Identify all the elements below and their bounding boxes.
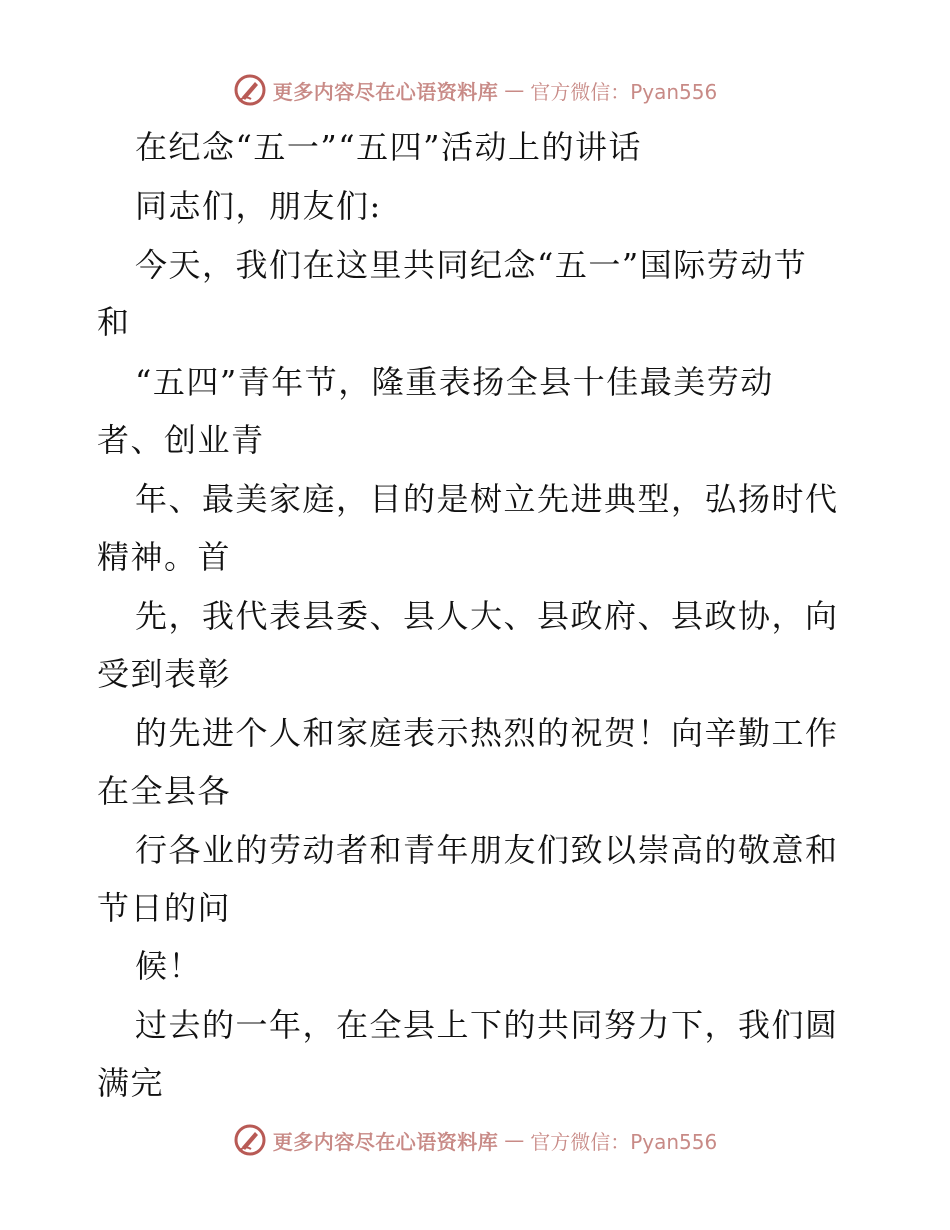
text-line-16: 满完 (97, 1064, 165, 1102)
text-line-15: 过去的一年，在全县上下的共同努力下，我们圆 (135, 1006, 839, 1044)
text-line-4: “五四”青年节，隆重表扬全县十佳最美劳动 (135, 363, 774, 401)
text-line-6: 年、最美家庭，目的是树立先进典型，弘扬时代 (135, 480, 839, 518)
watermark-wechat-text: 官方微信：Pyan556 (530, 79, 718, 104)
text-line-7: 精神。首 (97, 538, 232, 576)
text-line-2: 今天，我们在这里共同纪念“五一”国际劳动节 (135, 246, 808, 284)
text-line-3: 和 (97, 303, 131, 341)
logo-icon (233, 73, 267, 107)
footer-watermark (0, 1120, 950, 1160)
watermark-site-text: 更多内容尽在心语资料库 (272, 79, 499, 104)
watermark-separator: — (504, 1128, 525, 1152)
text-line-8: 先，我代表县委、县人大、县政府、县政协，向 (135, 597, 839, 635)
header-watermark (0, 70, 950, 110)
logo-icon (233, 1123, 267, 1157)
text-line-13: 节日的问 (97, 889, 232, 927)
text-line-5: 者、创业青 (97, 421, 265, 459)
watermark-site-text: 更多内容尽在心语资料库 (272, 1129, 499, 1154)
text-line-1: 同志们，朋友们: (135, 187, 382, 225)
watermark-wechat-text: 官方微信：Pyan556 (530, 1129, 718, 1154)
text-line-14: 候！ (135, 947, 203, 985)
watermark-separator: — (504, 78, 525, 102)
document-title: 在纪念“五一”“五四”活动上的讲话 (135, 128, 642, 166)
text-line-12: 行各业的劳动者和青年朋友们致以崇高的敬意和 (135, 831, 839, 869)
text-line-10: 的先进个人和家庭表示热烈的祝贺！向辛勤工作 (135, 714, 839, 752)
text-line-11: 在全县各 (97, 772, 232, 810)
text-line-9: 受到表彰 (97, 655, 232, 693)
